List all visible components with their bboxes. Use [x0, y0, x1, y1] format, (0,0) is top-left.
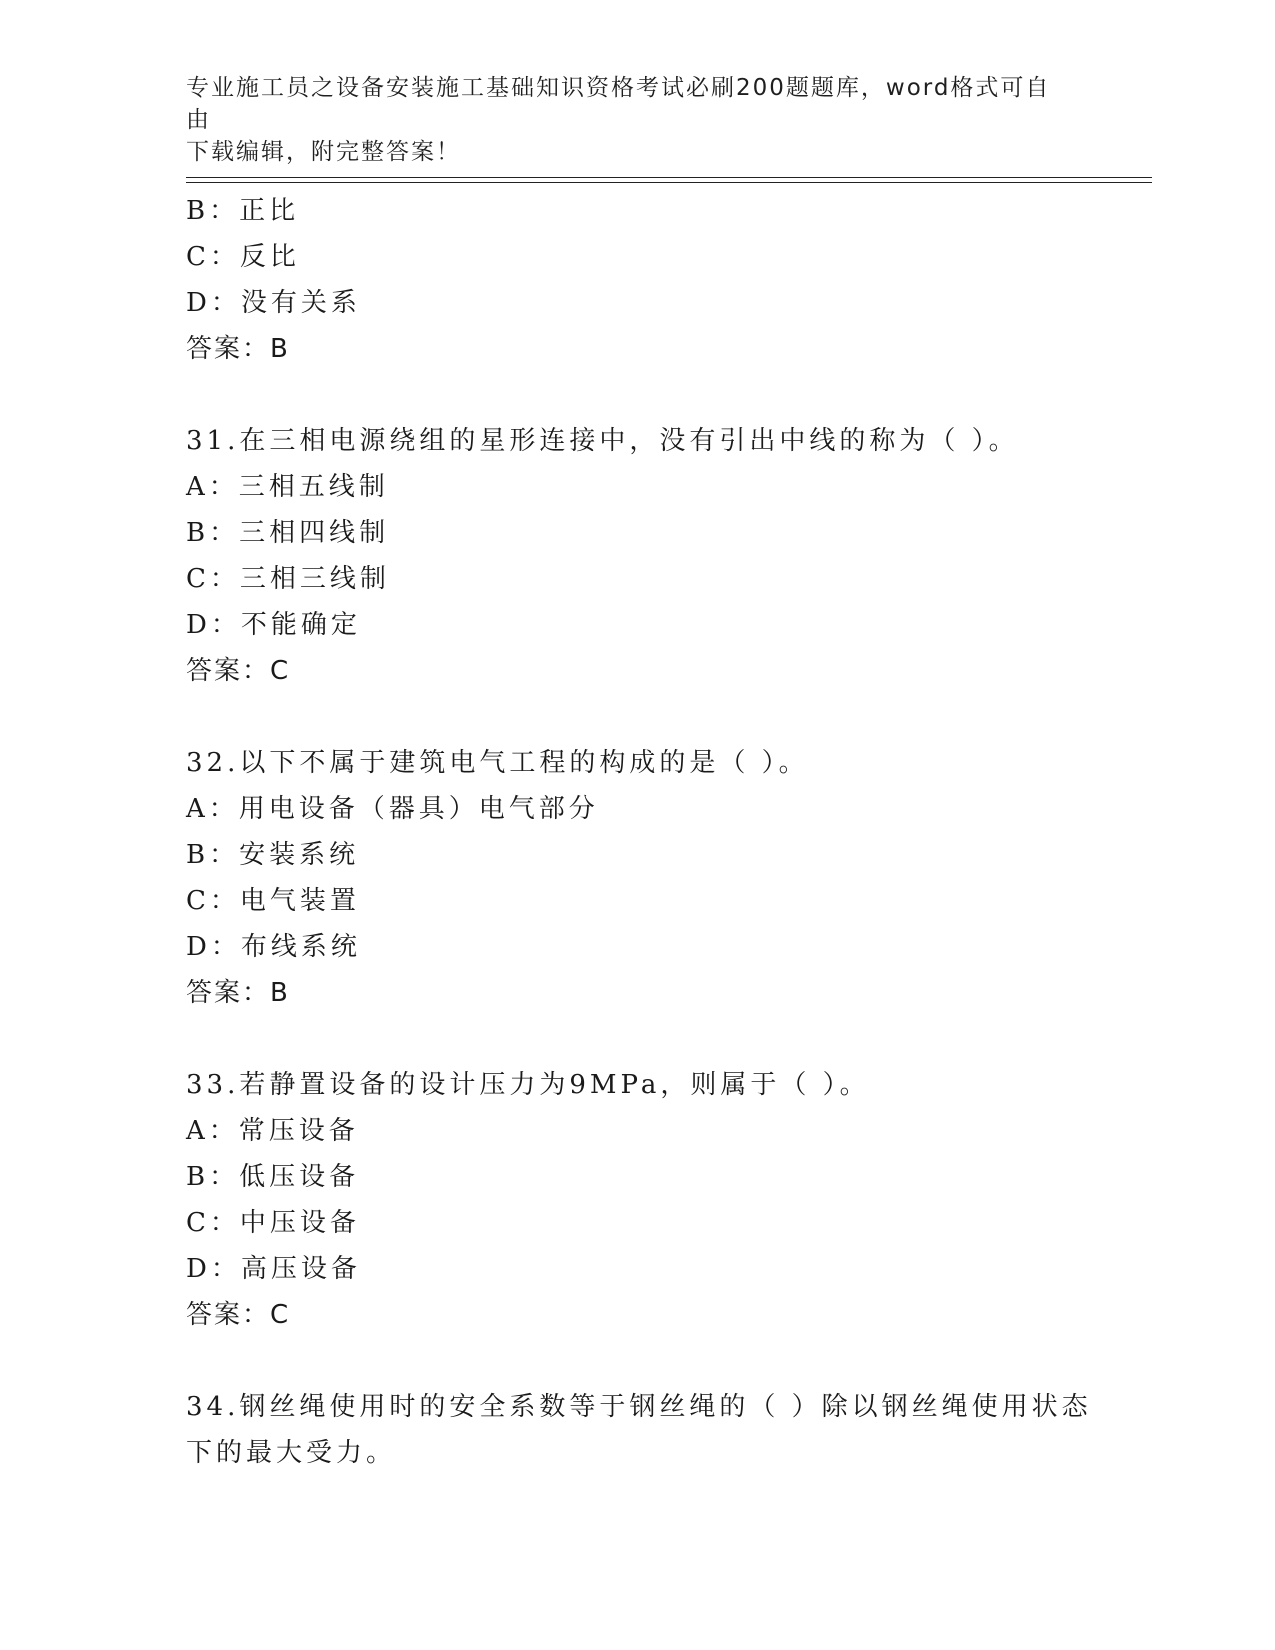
spacer [186, 694, 1086, 740]
question-block-31 [186, 418, 1086, 694]
option-b: B：三相四线制 [186, 518, 390, 548]
option-d: D：没有关系 [186, 288, 361, 318]
option-a: A：常压设备 [186, 1116, 359, 1146]
header-title-line-2: 下载编辑，附完整答案！ [186, 139, 461, 165]
option-b: B：低压设备 [186, 1162, 360, 1192]
question-text-line-2: 下的最大受力。 [186, 1438, 397, 1468]
answer: 答案：B [186, 334, 290, 364]
question-list [186, 188, 1092, 1476]
question-block-32 [186, 740, 1086, 1016]
question-text: 32.以下不属于建筑电气工程的构成的是（ ）。 [186, 748, 809, 778]
option-b: B：安装系统 [186, 840, 360, 870]
answer: 答案：C [186, 656, 291, 686]
spacer [186, 1338, 1086, 1384]
spacer [186, 372, 1086, 418]
option-a: A：三相五线制 [186, 472, 389, 502]
option-d: D：高压设备 [186, 1254, 361, 1284]
document-header [186, 72, 1066, 168]
option-c: C：反比 [186, 242, 300, 272]
header-title-line-1: 专业施工员之设备安装施工基础知识资格考试必刷200题题库，word格式可自由 [186, 75, 1051, 133]
header-rule-top [186, 177, 1152, 178]
option-c: C：电气装置 [186, 886, 360, 916]
question-text: 31.在三相电源绕组的星形连接中，没有引出中线的称为（ ）。 [186, 426, 1019, 456]
option-c: C：中压设备 [186, 1208, 360, 1238]
question-block-30 [186, 188, 1086, 372]
option-d: D：不能确定 [186, 610, 361, 640]
question-block-34 [186, 1384, 1092, 1476]
header-rule-bottom [186, 182, 1152, 183]
answer: 答案：C [186, 1300, 291, 1330]
answer: 答案：B [186, 978, 290, 1008]
question-text: 33.若静置设备的设计压力为9MPa，则属于（ ）。 [186, 1070, 870, 1100]
option-b: B：正比 [186, 196, 300, 226]
spacer [186, 1016, 1086, 1062]
question-block-33 [186, 1062, 1086, 1338]
question-text-line-1: 34.钢丝绳使用时的安全系数等于钢丝绳的（ ）除以钢丝绳使用状态 [186, 1392, 1092, 1422]
option-c: C：三相三线制 [186, 564, 390, 594]
option-a: A：用电设备（器具）电气部分 [186, 794, 599, 824]
option-d: D：布线系统 [186, 932, 361, 962]
